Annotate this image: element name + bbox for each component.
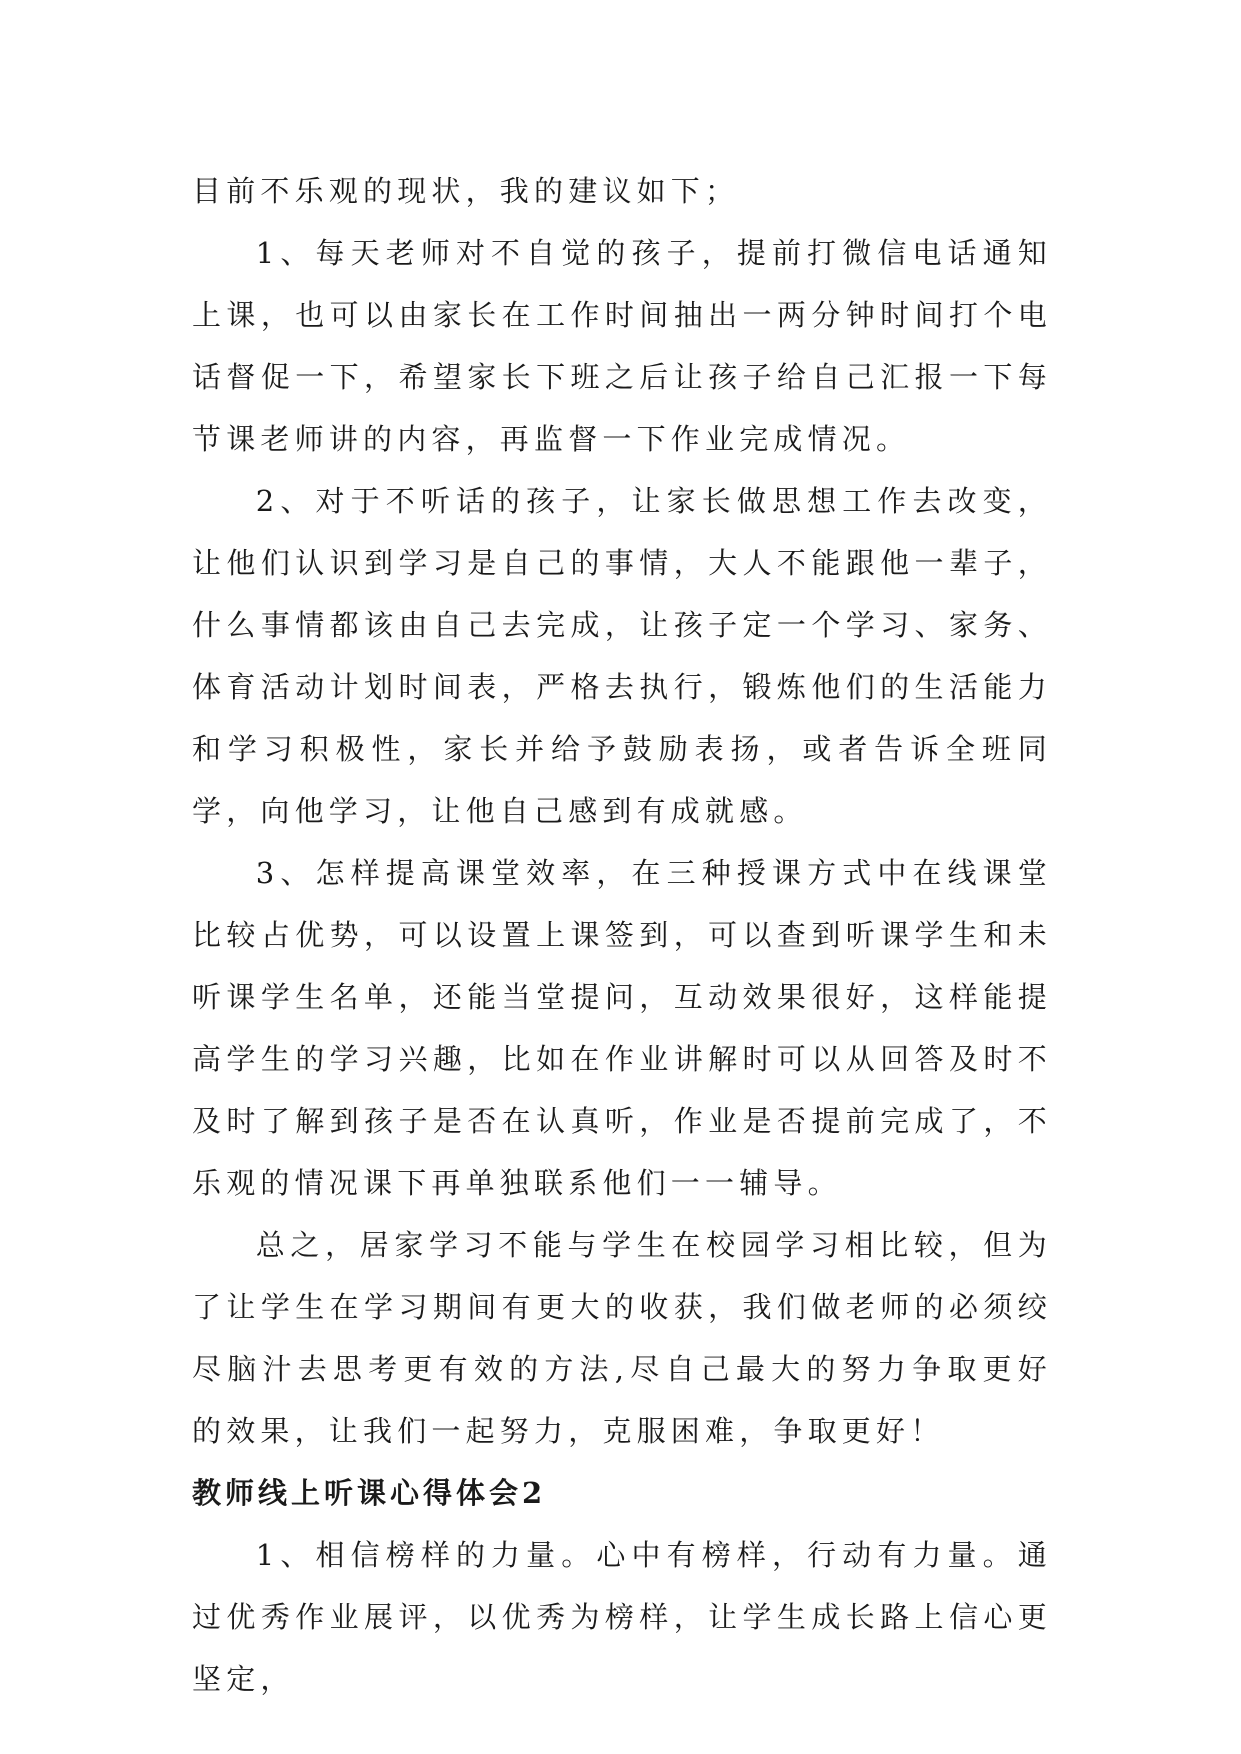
paragraph-intro: 目前不乐观的现状，我的建议如下； [192,174,740,208]
document-page [192,160,1052,1710]
paragraph-section2-item-1: 1、相信榜样的力量。心中有榜样，行动有力量。通过优秀作业展评，以优秀为榜样，让学生成长路上信心更坚定， [192,1538,1052,1696]
paragraph-conclusion: 总之，居家学习不能与学生在校园学习相比较，但为了让学生在学习期间有更大的收获，我们做老师的必须绞尽脑汁去思考更有效的方法,尽自己最大的努力争取更好的效果，让我们一起努力，克服困难，争取更好！ [192,1228,1052,1448]
paragraph-suggestion-3: 3、怎样提高课堂效率，在三种授课方式中在线课堂比较占优势，可以设置上课签到，可以查到听课学生和未听课学生名单，还能当堂提问，互动效果很好，这样能提高学生的学习兴趣，比如在作业讲解时可以从回答及时不及时了解到孩子是否在认真听，作业是否提前完成了，不乐观的情况课下再单独联系他们一一辅导。 [192,856,1052,1200]
section-heading: 教师线上听课心得体会2 [192,1476,547,1510]
paragraph-suggestion-1: 1、每天老师对不自觉的孩子，提前打微信电话通知上课，也可以由家长在工作时间抽出一两分钟时间打个电话督促一下，希望家长下班之后让孩子给自己汇报一下每节课老师讲的内容，再监督一下作业完成情况。 [192,236,1052,456]
paragraph-suggestion-2: 2、对于不听话的孩子，让家长做思想工作去改变，让他们认识到学习是自己的事情，大人不能跟他一辈子，什么事情都该由自己去完成，让孩子定一个学习、家务、体育活动计划时间表，严格去执行，锻炼他们的生活能力和学习积极性，家长并给予鼓励表扬，或者告诉全班同学，向他学习，让他自己感到有成就感。 [192,484,1052,828]
